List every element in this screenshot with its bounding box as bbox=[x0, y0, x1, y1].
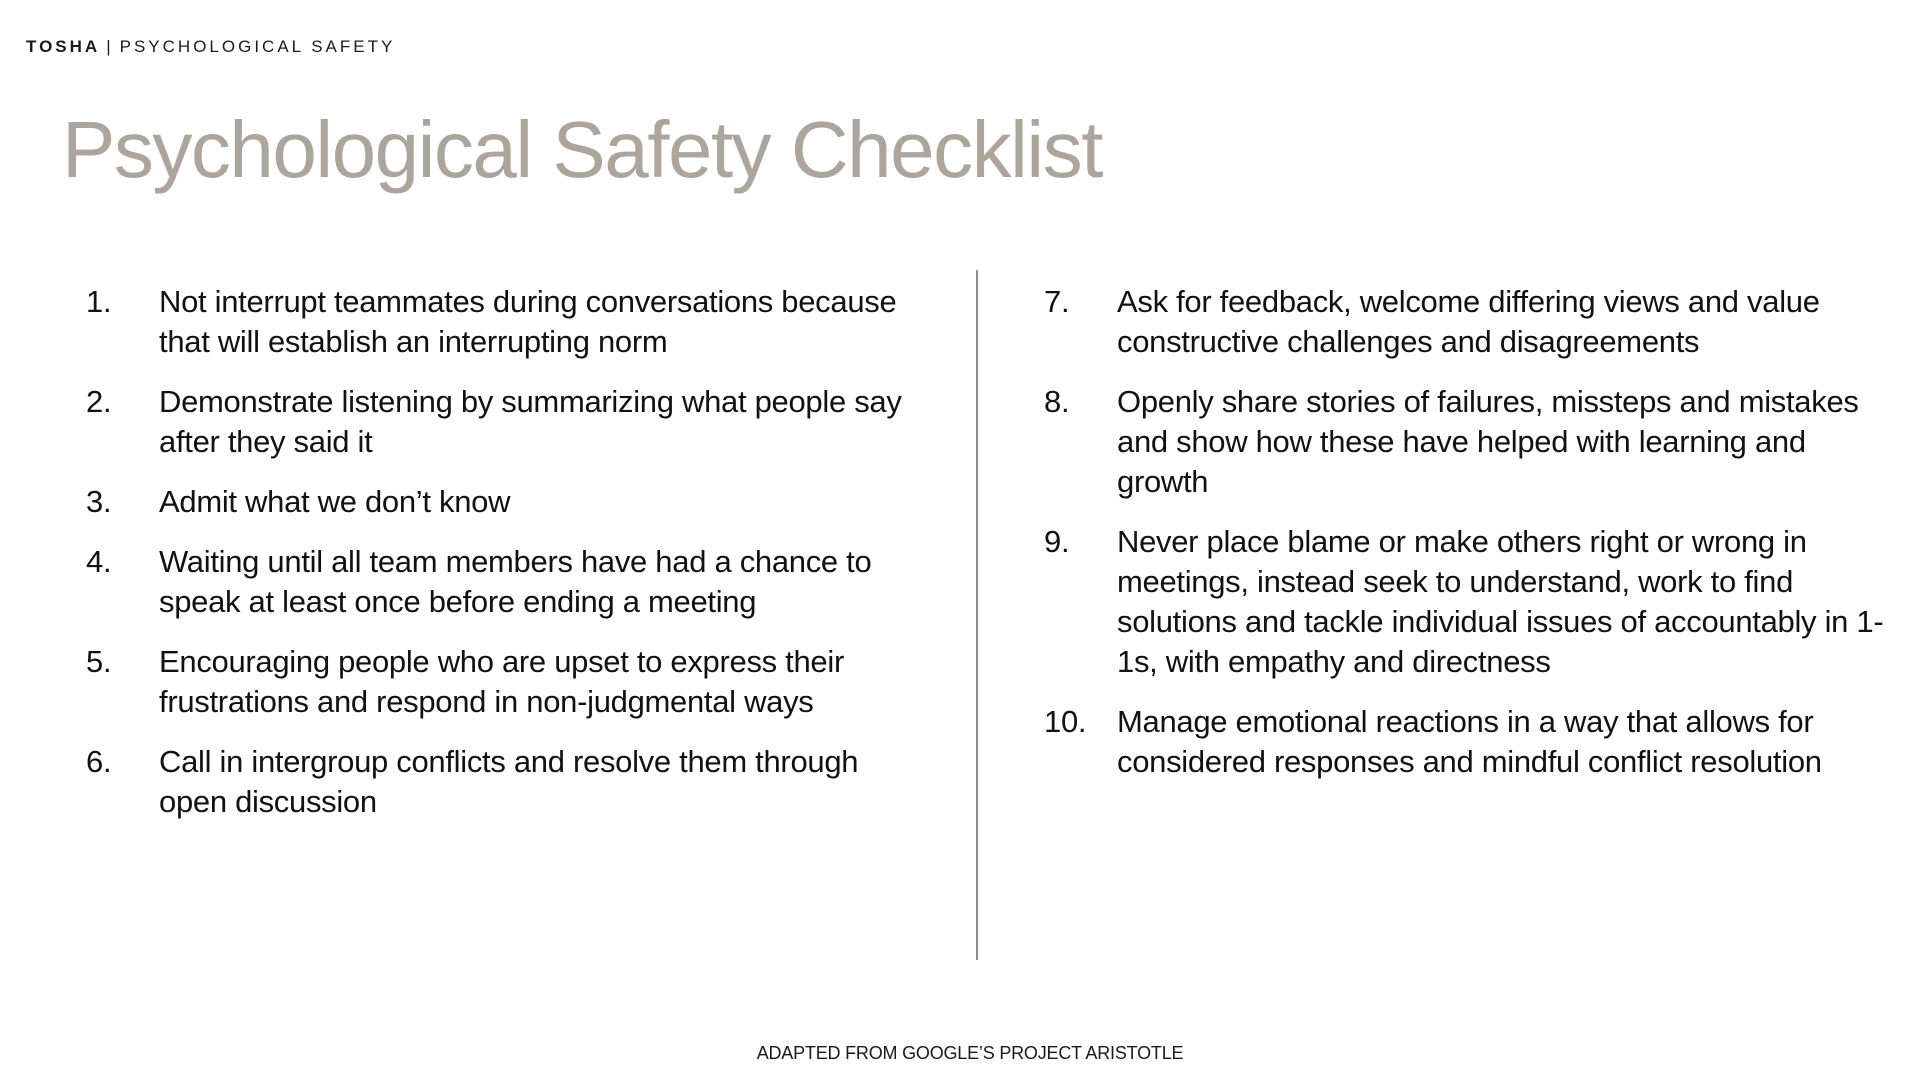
item-number: 10. bbox=[1044, 704, 1087, 739]
item-number: 6. bbox=[86, 744, 112, 779]
checklist-item bbox=[1044, 282, 1894, 362]
item-number: 5. bbox=[86, 644, 112, 679]
item-number: 4. bbox=[86, 544, 112, 579]
checklist-left-column bbox=[86, 282, 926, 842]
slide-title: Psychological Safety Checklist bbox=[62, 105, 1102, 194]
checklist-item bbox=[86, 542, 926, 622]
item-number: 7. bbox=[1044, 284, 1070, 319]
column-divider bbox=[976, 270, 978, 960]
item-text: Waiting until all team members have had a chance to speak at least once before ending a meeting bbox=[159, 544, 872, 619]
item-text: Never place blame or make others right or wrong in meetings, instead seek to understand, work to find solutions and tackle individual issues of accountably in 1-1s, with empathy and directness bbox=[1117, 524, 1884, 679]
checklist-right-column bbox=[1044, 282, 1894, 802]
header-separator: | bbox=[106, 37, 114, 56]
item-text: Manage emotional reactions in a way that allows for considered responses and mindful conflict resolution bbox=[1117, 704, 1822, 779]
checklist-item bbox=[1044, 522, 1894, 682]
item-number: 3. bbox=[86, 484, 112, 519]
checklist-item bbox=[86, 482, 926, 522]
item-text: Ask for feedback, welcome differing views and value constructive challenges and disagreements bbox=[1117, 284, 1820, 359]
item-number: 9. bbox=[1044, 524, 1070, 559]
item-number: 8. bbox=[1044, 384, 1070, 419]
checklist-item bbox=[86, 282, 926, 362]
item-number: 2. bbox=[86, 384, 112, 419]
checklist-item bbox=[1044, 702, 1894, 782]
checklist-item bbox=[1044, 382, 1894, 502]
checklist-item bbox=[86, 642, 926, 722]
brand-name: TOSHA bbox=[26, 37, 101, 56]
slide-header bbox=[26, 37, 395, 57]
item-text: Admit what we don’t know bbox=[159, 484, 511, 519]
item-text: Not interrupt teammates during conversations because that will establish an interrupting norm bbox=[159, 284, 897, 359]
section-name: PSYCHOLOGICAL SAFETY bbox=[119, 37, 396, 56]
item-text: Demonstrate listening by summarizing what people say after they said it bbox=[159, 384, 902, 459]
source-footer: ADAPTED FROM GOOGLE’S PROJECT ARISTOTLE bbox=[756, 1043, 1184, 1063]
checklist-item bbox=[86, 742, 926, 822]
item-text: Call in intergroup conflicts and resolve them through open discussion bbox=[159, 744, 859, 819]
item-text: Encouraging people who are upset to express their frustrations and respond in non-judgmental ways bbox=[159, 644, 844, 719]
item-text: Openly share stories of failures, missteps and mistakes and show how these have helped with learning and growth bbox=[1117, 384, 1859, 499]
checklist-item bbox=[86, 382, 926, 462]
item-number: 1. bbox=[86, 284, 112, 319]
